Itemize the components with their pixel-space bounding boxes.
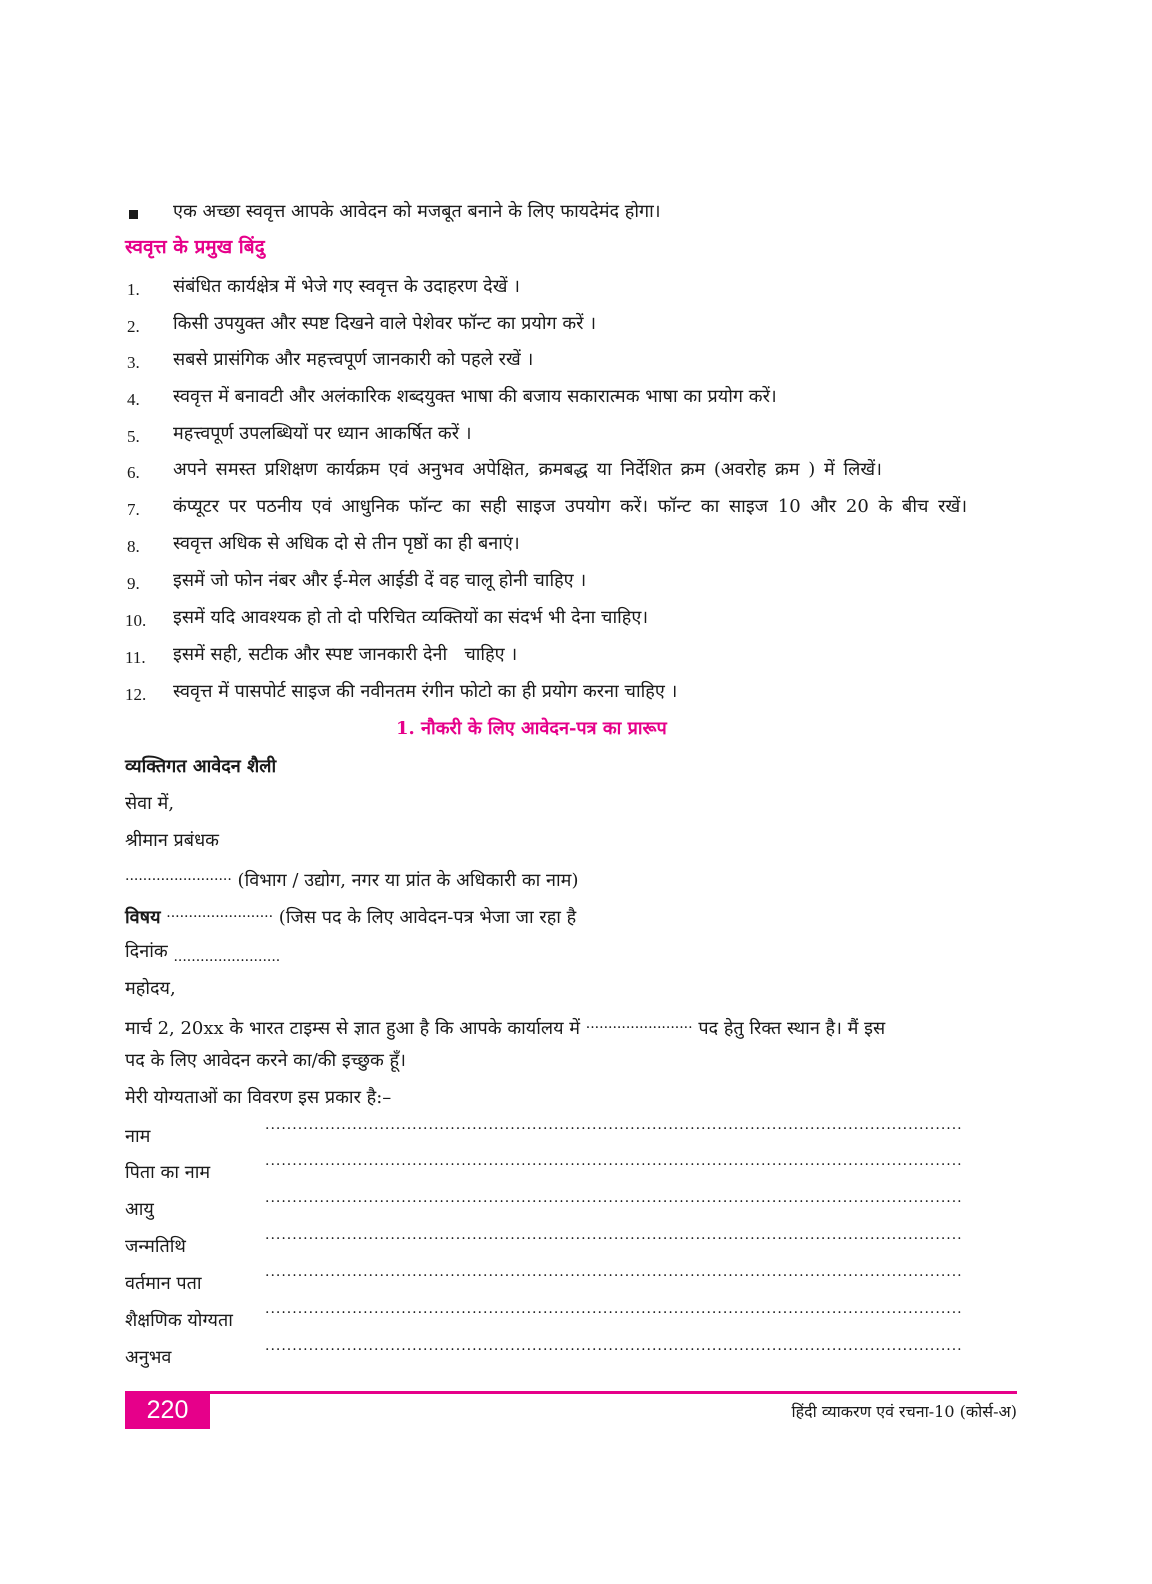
list-item-text: महत्त्वपूर्ण उपलब्धियों पर ध्यान आकर्षित करें । bbox=[173, 423, 472, 444]
to-line: सेवा में, bbox=[125, 793, 175, 814]
list-item-number: 4. bbox=[127, 390, 140, 409]
footer-divider bbox=[125, 1391, 1017, 1394]
list-item-number: 11. bbox=[125, 648, 146, 667]
list-item-text: स्ववृत्त में पासपोर्ट साइज की नवीनतम रंगीन फोटो का ही प्रयोग करना चाहिए । bbox=[173, 681, 678, 702]
subject-line bbox=[125, 906, 576, 927]
list-item-number: 6. bbox=[127, 463, 140, 482]
field-dots: ................................................................................................................................ bbox=[265, 1228, 963, 1242]
list-item-number: 12. bbox=[125, 685, 147, 704]
intro-bullet-text: एक अच्छा स्ववृत्त आपके आवेदन को मजबूत बनाने के लिए फायदेमंद होगा। bbox=[173, 201, 661, 222]
list-item-text: स्ववृत्त में बनावटी और अलंकारिक शब्दयुक्त भाषा की बजाय सकारात्मक भाषा का प्रयोग करें। bbox=[173, 386, 777, 407]
list-item-text: कंप्यूटर पर पठनीय एवं आधुनिक फॉन्ट का सही साइज उपयोग करें। फॉन्ट का साइज 10 और 20 के बीच रखें। bbox=[173, 496, 968, 517]
list-item-number: 10. bbox=[125, 611, 147, 630]
date-label: दिनांक bbox=[125, 941, 168, 962]
list-item-text: इसमें जो फोन नंबर और ई-मेल आईडी दें वह चालू होनी चाहिए । bbox=[173, 570, 587, 591]
field-label: नाम bbox=[125, 1126, 151, 1147]
list-item-text: इसमें सही, सटीक और स्पष्ट जानकारी देनी चाहिए । bbox=[173, 644, 518, 665]
field-label: आयु bbox=[125, 1199, 154, 1220]
list-item-number: 3. bbox=[127, 353, 140, 372]
body-line-1-end: पद हेतु रिक्त स्थान है। मैं इस bbox=[698, 1018, 886, 1039]
bullet-square-icon bbox=[129, 210, 138, 219]
qualifications-intro: मेरी योग्यताओं का विवरण इस प्रकार है:– bbox=[125, 1087, 392, 1108]
field-dots: ................................................................................................................................ bbox=[265, 1154, 963, 1168]
key-points-heading: स्ववृत्त के प्रमुख बिंदु bbox=[125, 236, 265, 258]
subject-dots: ........................ bbox=[166, 905, 274, 921]
list-item-text: अपने समस्त प्रशिक्षण कार्यक्रम एवं अनुभव अपेक्षित, क्रमबद्ध या निर्देशित क्रम (अवरोह क्रम ) में लिखें। bbox=[173, 459, 882, 480]
list-item-text: इसमें यदि आवश्यक हो तो दो परिचित व्यक्तियों का संदर्भ भी देना चाहिए। bbox=[173, 607, 649, 628]
list-item-number: 2. bbox=[127, 317, 140, 336]
body-line-1-start: मार्च 2, 20xx के भारत टाइम्स से ज्ञात हुआ है कि आपके कार्यालय में bbox=[125, 1018, 581, 1039]
list-item-number: 7. bbox=[127, 500, 140, 519]
field-dots: ................................................................................................................................ bbox=[265, 1265, 963, 1279]
field-dots: ................................................................................................................................ bbox=[265, 1339, 963, 1353]
list-item-text: स्ववृत्त अधिक से अधिक दो से तीन पृष्ठों का ही बनाएं। bbox=[173, 533, 520, 554]
list-item-number: 9. bbox=[127, 574, 140, 593]
subject-note: (जिस पद के लिए आवेदन-पत्र भेजा जा रहा है bbox=[278, 907, 577, 928]
date-dots: ........................ bbox=[173, 949, 281, 965]
book-title: हिंदी व्याकरण एवं रचना-10 (कोर्स-अ) bbox=[791, 1402, 1017, 1421]
post-dots: ........................ bbox=[585, 1016, 693, 1032]
format-section-title: 1. नौकरी के लिए आवेदन-पत्र का प्रारूप bbox=[396, 718, 667, 739]
subject-label: विषय bbox=[125, 907, 161, 928]
field-dots: ................................................................................................................................ bbox=[265, 1118, 963, 1132]
style-heading: व्यक्तिगत आवेदन शैली bbox=[125, 756, 277, 777]
field-dots: ................................................................................................................................ bbox=[265, 1191, 963, 1205]
list-item-text: संबंधित कार्यक्षेत्र में भेजे गए स्ववृत्त के उदाहरण देखें । bbox=[173, 276, 520, 297]
field-dots: ................................................................................................................................ bbox=[265, 1302, 963, 1316]
list-item-number: 5. bbox=[127, 427, 140, 446]
salutation: महोदय, bbox=[125, 978, 176, 999]
field-label: शैक्षणिक योग्यता bbox=[125, 1310, 233, 1331]
field-label: वर्तमान पता bbox=[125, 1273, 202, 1294]
field-label: जन्मतिथि bbox=[125, 1236, 186, 1257]
addressee: श्रीमान प्रबंधक bbox=[125, 830, 219, 851]
field-label: अनुभव bbox=[125, 1347, 172, 1368]
field-label: पिता का नाम bbox=[125, 1162, 211, 1183]
department-note: (विभाग / उद्योग, नगर या प्रांत के अधिकारी का नाम) bbox=[237, 870, 579, 891]
list-item-text: किसी उपयुक्त और स्पष्ट दिखने वाले पेशेवर फॉन्ट का प्रयोग करें । bbox=[173, 313, 597, 334]
list-item-number: 1. bbox=[127, 280, 140, 299]
date-line bbox=[125, 943, 280, 964]
department-line bbox=[125, 869, 578, 890]
department-dots: ........................ bbox=[125, 868, 232, 884]
body-line-2: पद के लिए आवेदन करने का/की इच्छुक हूँ। bbox=[125, 1050, 406, 1071]
list-item-text: सबसे प्रासंगिक और महत्त्वपूर्ण जानकारी को पहले रखें । bbox=[173, 349, 534, 370]
page-number: 220 bbox=[125, 1392, 210, 1429]
list-item-number: 8. bbox=[127, 537, 140, 556]
body-line-1 bbox=[125, 1017, 885, 1038]
